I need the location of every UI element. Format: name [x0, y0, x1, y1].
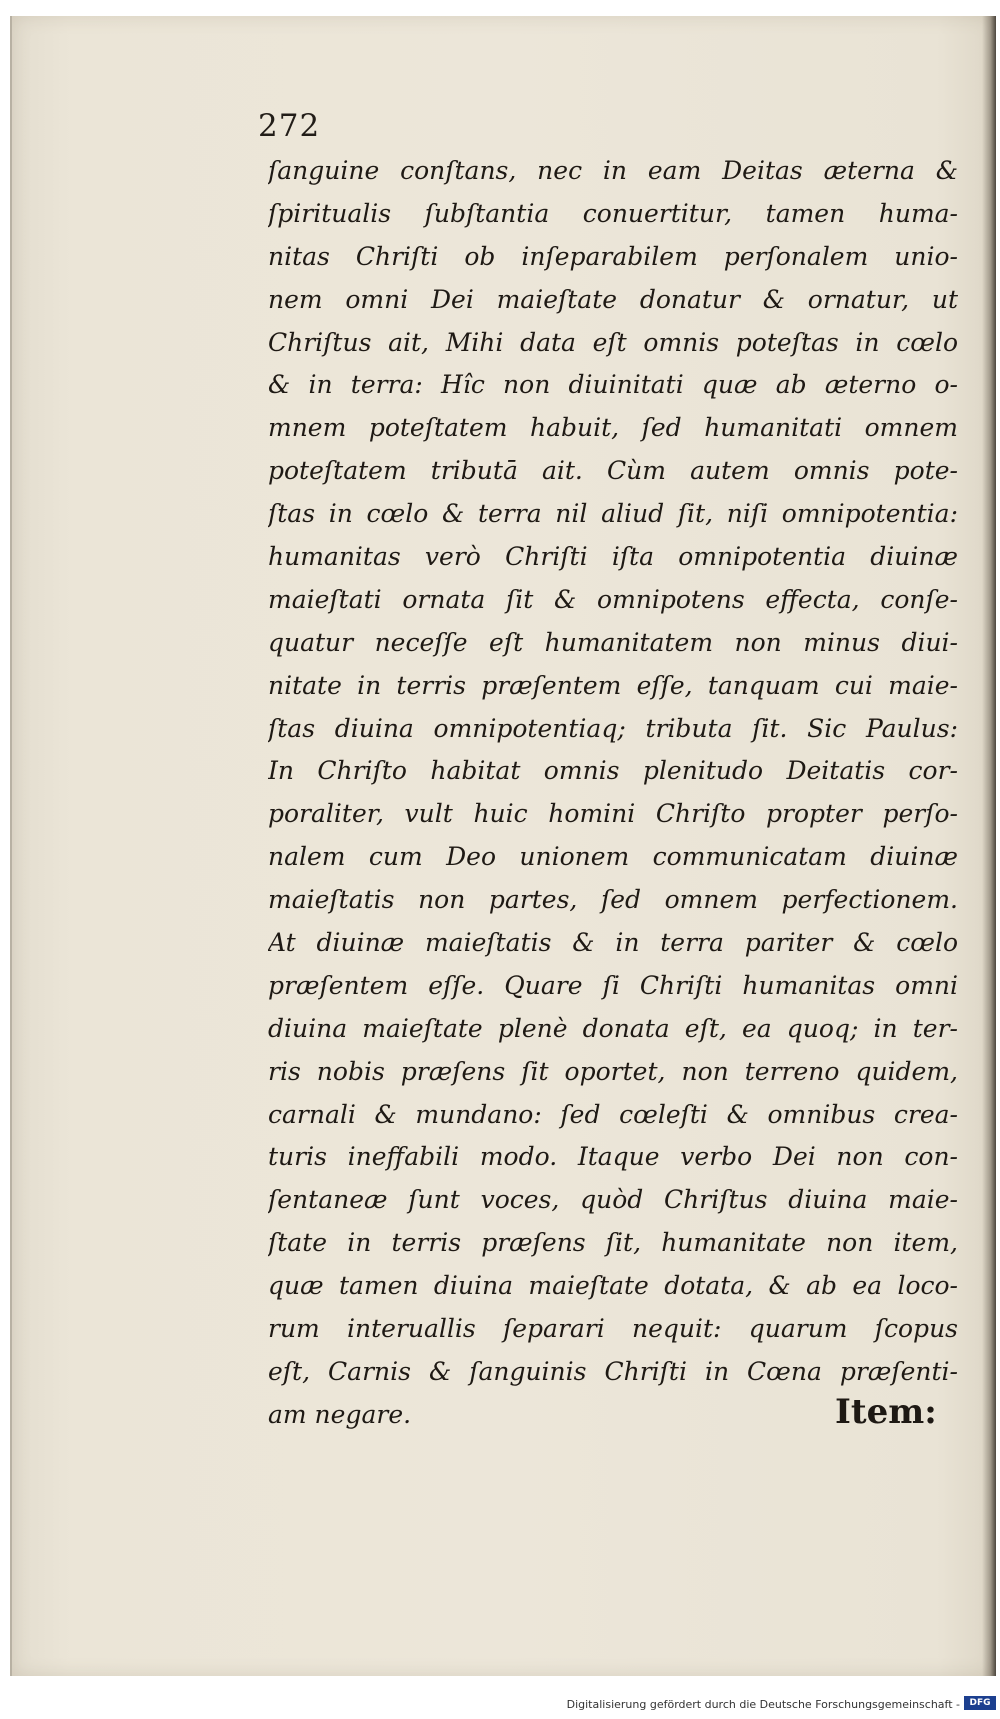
text-line: poraliter, vult huic homini Chriſto propter perſo- — [268, 799, 958, 829]
text-line: mnem poteſtatem habuit, ſed humanitati omnem — [268, 413, 958, 443]
text-line: rum interuallis ſeparari nequit: quarum ſcopus — [268, 1314, 958, 1344]
text-line: & in terra: Hîc non diuinitati quæ ab æterno o- — [268, 370, 958, 400]
text-line: ſtas in cœlo & terra nil aliud ſit, niſi omnipotentia: — [268, 499, 958, 529]
text-line: turis ineffabili modo. Itaque verbo Dei non con- — [268, 1142, 958, 1172]
text-line: poteſtatem tributā ait. Cùm autem omnis pote- — [268, 456, 958, 486]
text-line: ſpiritualis ſubſtantia conuertitur, tamen huma- — [268, 198, 958, 228]
text-line: diuina maieſtate plenè donata eſt, ea quoq; in ter- — [268, 1013, 958, 1043]
text-line: Chriſtus ait, Mihi data eſt omnis poteſtas in cœlo — [268, 327, 958, 357]
text-line: ris nobis præſens ſit oportet, non terreno quidem, — [268, 1056, 958, 1086]
text-line: At diuinæ maieſtatis & in terra pariter & cœlo — [268, 928, 958, 958]
text-line: maieſtati ornata ſit & omnipotens effecta, conſe- — [268, 584, 958, 614]
text-line: am negare. — [268, 1399, 412, 1429]
text-line: carnali & mundano: ſed cœleſti & omnibus crea- — [268, 1099, 958, 1129]
text-line: nalem cum Deo unionem communicatam diuinæ — [268, 842, 958, 872]
catchword: Item: — [835, 1392, 937, 1432]
text-line: humanitas verò Chriſti iſta omnipotentia diuinæ — [268, 542, 958, 572]
text-line: nem omni Dei maieſtate donatur & ornatur, ut — [268, 284, 958, 314]
dfg-logo: DFG — [964, 1696, 996, 1710]
footer-bar — [0, 1690, 1000, 1719]
text-line: maieſtatis non partes, ſed omnem perfectionem. — [268, 885, 958, 915]
text-line: quæ tamen diuina maieſtate dotata, & ab ea loco- — [268, 1271, 958, 1301]
text-line: ſentaneæ ſunt voces, quòd Chriſtus diuina maie- — [268, 1185, 958, 1215]
body-text — [268, 150, 968, 1437]
text-line: ſanguine conſtans, nec in eam Deitas æterna & — [268, 156, 958, 185]
text-line: In Chriſto habitat omnis plenitudo Deitatis cor- — [268, 756, 958, 786]
text-line: ſtas diuina omnipotentiaq; tributa ſit. Sic Paulus: — [268, 713, 958, 743]
text-line: eſt, Carnis & ſanguinis Chriſti in Cœna præſenti- — [268, 1356, 958, 1386]
text-line: quatur neceſſe eſt humanitatem non minus diui- — [268, 627, 958, 657]
funding-credit: Digitalisierung gefördert durch die Deutsche Forschungsgemeinschaft - — [566, 1698, 960, 1711]
text-line: nitas Chriſti ob inſeparabilem perſonalem unio- — [268, 241, 958, 271]
text-line: præſentem eſſe. Quare ſi Chriſti humanitas omni — [268, 970, 958, 1000]
page-number: 272 — [258, 108, 321, 144]
text-line: nitate in terris præſentem eſſe, tanquam cui maie- — [268, 670, 958, 700]
text-line: ſtate in terris præſens ſit, humanitate non item, — [268, 1228, 958, 1258]
page-gutter-shadow — [982, 16, 996, 1676]
